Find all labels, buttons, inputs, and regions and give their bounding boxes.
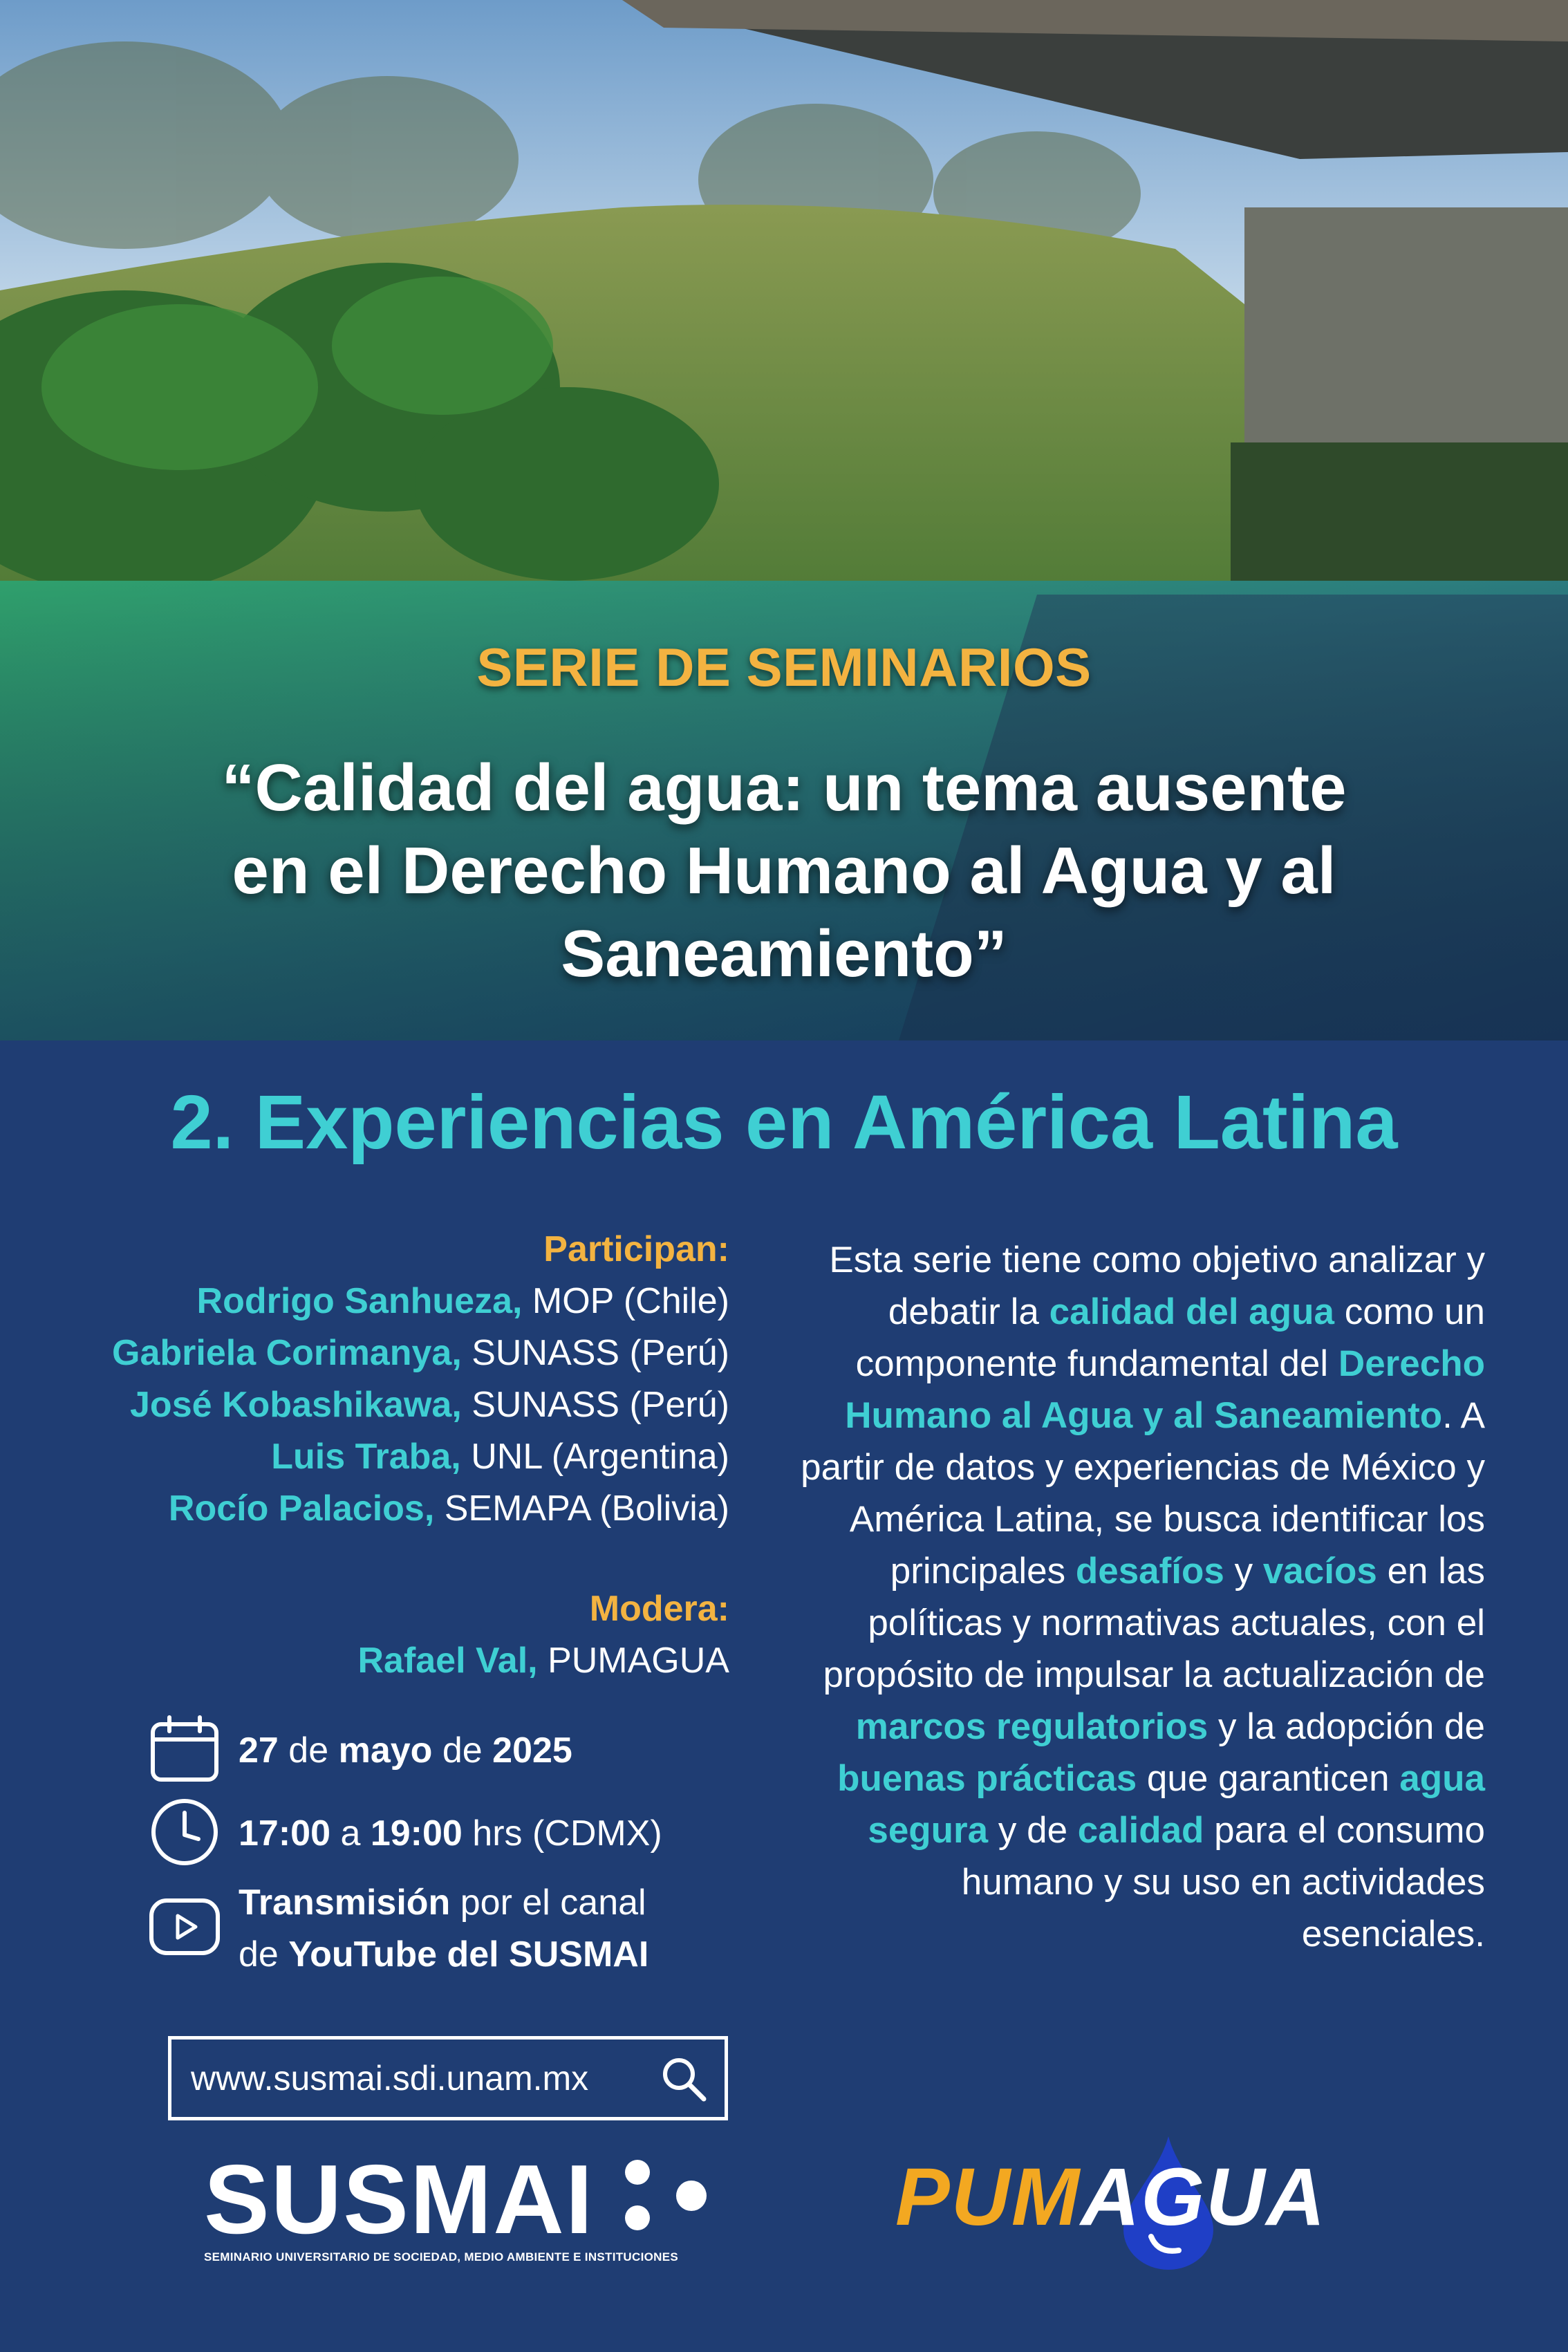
session-subtitle: 2. Experiencias en América Latina xyxy=(170,1080,1398,1165)
event-stream: Transmisión por el canal de YouTube del SUSMAI xyxy=(239,1883,649,1975)
description-text: en las políticas y normativas actuales, con el propósito de impulsar la actualización de xyxy=(823,1551,1485,1695)
description-highlight: calidad xyxy=(1077,1810,1204,1851)
play-icon xyxy=(149,1898,221,1956)
moderator-item: Rafael Val, PUMAGUA xyxy=(357,1641,729,1681)
website-url[interactable]: www.susmai.sdi.unam.mx xyxy=(191,2059,589,2098)
description-highlight: desafíos xyxy=(1075,1551,1224,1592)
description-text: para el consumo humano y su uso en actividades esenciales. xyxy=(961,1810,1485,1954)
description-text: Esta serie tiene como objetivo analizar y debatir la xyxy=(829,1240,1485,1332)
description-text: y la adopción de xyxy=(1208,1706,1485,1747)
participant-item: Gabriela Corimanya, SUNASS (Perú) xyxy=(112,1333,729,1373)
participants-heading: Participan: xyxy=(543,1229,729,1269)
participant-item: Luis Traba, UNL (Argentina) xyxy=(271,1437,729,1477)
series-description xyxy=(774,1234,1485,1960)
susmai-subtitle: SEMINARIO UNIVERSITARIO DE SOCIEDAD, MEDIO AMBIENTE E INSTITUCIONES xyxy=(204,2250,678,2264)
description-highlight: marcos regulatorios xyxy=(855,1706,1208,1747)
title-line-1: “Calidad del agua: un tema ausente xyxy=(221,751,1347,825)
search-icon[interactable] xyxy=(660,2055,709,2104)
seminar-title xyxy=(0,747,1568,996)
description-text: . A partir de datos y experiencias de México y América Latina, se busca identificar los principales xyxy=(801,1395,1485,1592)
description-highlight: calidad del agua xyxy=(1049,1291,1334,1332)
event-date: 27 de mayo de 2025 xyxy=(239,1730,572,1771)
description-highlight: buenas prácticas xyxy=(837,1758,1137,1799)
series-label: SERIE DE SEMINARIOS xyxy=(476,637,1092,698)
calendar-icon xyxy=(149,1715,221,1784)
description-highlight: agua segura xyxy=(868,1758,1485,1851)
title-line-2: en el Derecho Humano al Agua y al xyxy=(232,834,1336,908)
susmai-logo: SUSMAI xyxy=(204,2145,595,2255)
clock-icon xyxy=(149,1796,221,1868)
susmai-dots-icon xyxy=(622,2157,719,2240)
description-text: como un componente fundamental del xyxy=(855,1291,1485,1384)
pumagua-logo: PUMAGUA xyxy=(895,2152,1327,2243)
moderator-heading: Modera: xyxy=(589,1589,729,1629)
title-line-3: Saneamiento” xyxy=(561,917,1007,991)
participant-item: José Kobashikawa, SUNASS (Perú) xyxy=(130,1385,729,1425)
description-highlight: vacíos xyxy=(1262,1551,1377,1592)
description-highlight: Derecho Humano al Agua y al Saneamiento xyxy=(845,1343,1485,1436)
participants-block xyxy=(28,1224,729,1535)
moderator-block xyxy=(28,1583,729,1687)
description-text: y xyxy=(1224,1551,1263,1592)
participant-item: Rocío Palacios, SEMAPA (Bolivia) xyxy=(168,1488,729,1529)
participant-item: Rodrigo Sanhueza, MOP (Chile) xyxy=(196,1281,729,1321)
description-text: que garanticen xyxy=(1137,1758,1400,1799)
description-text: y de xyxy=(988,1810,1078,1851)
website-search-box[interactable] xyxy=(168,2036,728,2120)
event-time: 17:00 a 19:00 hrs (CDMX) xyxy=(239,1813,662,1854)
